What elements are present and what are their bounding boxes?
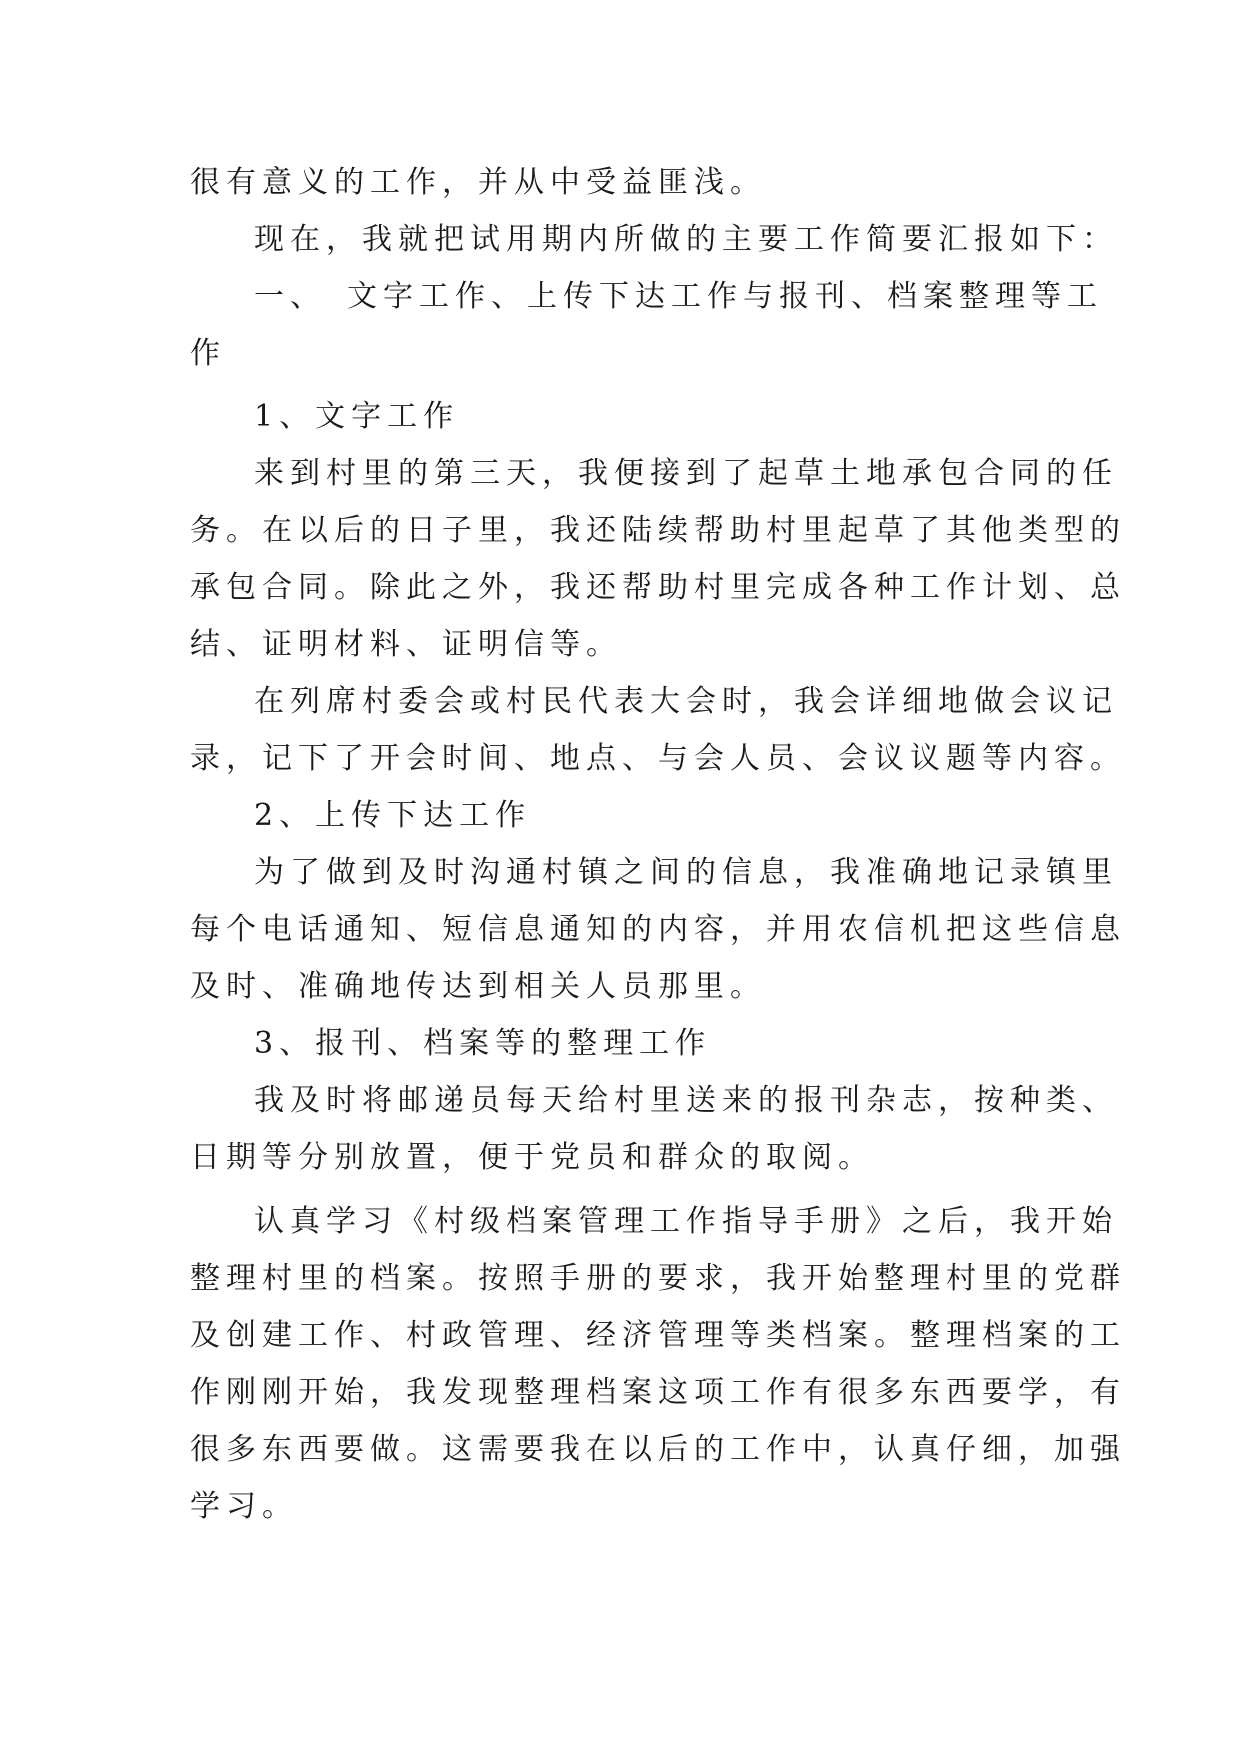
subsection-heading: 1、文字工作 — [254, 399, 460, 434]
text-line: 结、证明材料、证明信等。 — [190, 627, 622, 662]
text-line: 承包合同。除此之外，我还帮助村里完成各种工作计划、总 — [190, 570, 1126, 605]
text-line: 每个电话通知、短信息通知的内容，并用农信机把这些信息 — [190, 912, 1126, 947]
text-line: 及创建工作、村政管理、经济管理等类档案。整理档案的工 — [190, 1318, 1126, 1353]
text-line: 现在，我就把试用期内所做的主要工作简要汇报如下： — [254, 222, 1118, 257]
text-line: 学习。 — [190, 1489, 298, 1524]
text-line: 为了做到及时沟通村镇之间的信息，我准确地记录镇里 — [254, 855, 1118, 890]
text-line: 日期等分别放置，便于党员和群众的取阅。 — [190, 1140, 874, 1175]
text-line: 录，记下了开会时间、地点、与会人员、会议议题等内容。 — [190, 741, 1126, 776]
text-line: 作 — [190, 336, 226, 371]
text-line: 整理村里的档案。按照手册的要求，我开始整理村里的党群 — [190, 1261, 1126, 1296]
subsection-heading: 3、报刊、档案等的整理工作 — [254, 1026, 712, 1061]
text-line: 认真学习《村级档案管理工作指导手册》之后，我开始 — [254, 1204, 1118, 1239]
section-heading: 一、 文字工作、上传下达工作与报刊、档案整理等工 — [254, 279, 1103, 314]
text-line: 在列席村委会或村民代表大会时，我会详细地做会议记 — [254, 684, 1118, 719]
text-line: 务。在以后的日子里，我还陆续帮助村里起草了其他类型的 — [190, 513, 1126, 548]
text-line: 及时、准确地传达到相关人员那里。 — [190, 969, 766, 1004]
text-line: 我及时将邮递员每天给村里送来的报刊杂志，按种类、 — [254, 1083, 1118, 1118]
text-line: 来到村里的第三天，我便接到了起草土地承包合同的任 — [254, 456, 1118, 491]
text-line: 很有意义的工作，并从中受益匪浅。 — [190, 165, 766, 200]
subsection-heading: 2、上传下达工作 — [254, 798, 532, 833]
text-line: 作刚刚开始，我发现整理档案这项工作有很多东西要学，有 — [190, 1375, 1126, 1410]
text-line: 很多东西要做。这需要我在以后的工作中，认真仔细，加强 — [190, 1432, 1126, 1467]
